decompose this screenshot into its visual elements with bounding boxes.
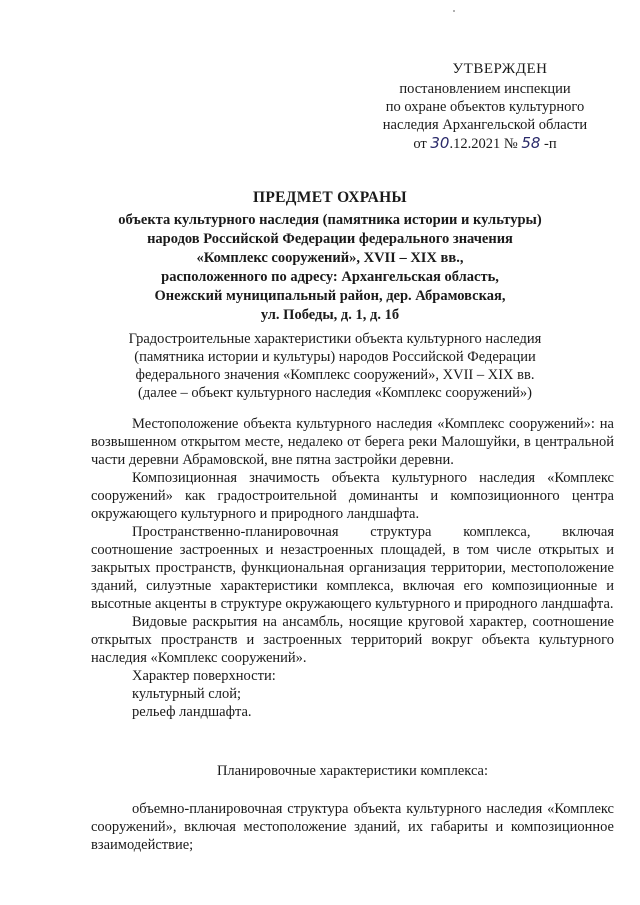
- paragraph-location: Местоположение объекта культурного наследия «Комплекс сооружений»: на возвышенном открытом месте, недалеко от берега реки Малошуйки, в центральной части деревни Абрамовской, вне пятна застройки деревни.: [91, 416, 614, 468]
- paragraph-views: Видовые раскрытия на ансамбль, носящие круговой характер, соотношение открытых пространств и застроенных территорий вокруг объекта культурного наследия «Комплекс сооружений».: [91, 614, 614, 666]
- date-rest: .12.2021 №: [449, 136, 522, 152]
- title-line-2: народов Российской Федерации федерального значения: [147, 231, 513, 247]
- title-line-5: Онежский муниципальный район, дер. Абрамовская,: [154, 288, 506, 304]
- section-line-1: Градостроительные характеристики объекта культурного наследия: [128, 331, 542, 347]
- section-line-3: федерального значения «Комплекс сооружений», XVII – XIX вв.: [135, 367, 535, 383]
- approval-line-2: по охране объектов культурного: [385, 99, 585, 115]
- planning-subheading: Планировочные характеристики комплекса:: [216, 763, 489, 779]
- title-line-3: «Комплекс сооружений», XVII – XIX вв.,: [196, 250, 464, 266]
- approval-date-line: [360, 134, 610, 153]
- paragraph-relief: рельеф ландшафта.: [132, 704, 252, 720]
- document-title: [60, 188, 600, 325]
- title-main: ПРЕДМЕТ ОХРАНЫ: [253, 189, 407, 206]
- section-line-2: (памятника истории и культуры) народов Российской Федерации: [134, 349, 536, 365]
- section-heading: [85, 330, 585, 402]
- handwritten-number: 58: [521, 134, 541, 152]
- body-text-2: [91, 800, 614, 854]
- body-text: [91, 415, 614, 721]
- paragraph-surface: Характер поверхности:: [132, 668, 276, 684]
- paragraph-volume-structure: объемно-планировочная структура объекта культурного наследия «Комплекс сооружений», включая местоположение зданий, их габариты и композиционное взаимодействие;: [91, 801, 614, 853]
- section-line-4: (далее – объект культурного наследия «Комплекс сооружений»): [138, 385, 532, 401]
- approval-heading: УТВЕРЖДЕН: [452, 61, 548, 77]
- title-line-6: ул. Победы, д. 1, д. 1б: [260, 307, 400, 323]
- approval-stamp-block: [360, 60, 610, 153]
- number-suffix: -п: [540, 136, 557, 152]
- paragraph-cultural-layer: культурный слой;: [132, 686, 241, 702]
- approval-line-1: постановлением инспекции: [399, 81, 571, 97]
- paragraph-composition: Композиционная значимость объекта культурного наследия «Комплекс сооружений» как градостроительной доминанты и композиционного центра окружающего культурного и природного ландшафта.: [91, 470, 614, 522]
- handwritten-day: 30: [430, 134, 450, 152]
- title-line-1: объекта культурного наследия (памятника истории и культуры): [118, 212, 542, 228]
- scan-speck: [453, 10, 455, 12]
- approval-line-3: наследия Архангельской области: [382, 117, 588, 133]
- date-prefix: от: [413, 136, 431, 152]
- title-line-4: расположенного по адресу: Архангельская область,: [161, 269, 499, 285]
- paragraph-spatial-structure: Пространственно-планировочная структура комплекса, включая соотношение застроенных и незастроенных площадей, в том числе открытых и закрытых пространств, функциональная организация территории, местоположение зданий, силуэтные характеристики комплекса, включая его композиционные и высотные акценты в структуре окружающего культурного и природного ландшафта.: [91, 524, 614, 612]
